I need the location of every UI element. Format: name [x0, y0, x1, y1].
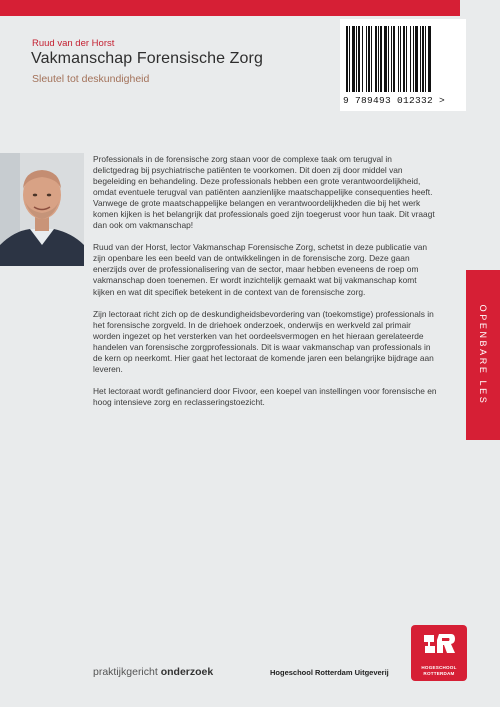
- top-accent-bar: [0, 0, 460, 16]
- barcode-bar: [384, 26, 387, 92]
- barcode-bar: [362, 26, 363, 92]
- back-cover-text: [93, 154, 439, 419]
- isbn-barcode: [340, 19, 466, 111]
- barcode-bar: [410, 26, 411, 92]
- barcode-bar: [371, 26, 372, 92]
- barcode-bar: [358, 26, 360, 92]
- series-name: [93, 666, 213, 678]
- logo-line-2: ROTTERDAM: [423, 670, 455, 676]
- paragraph-author: Ruud van der Horst, lector Vakmanschap Forensische Zorg, schetst in deze publicatie van zijn openbare les een beeld van de ontwikkelingen in de forensische zorg. Deze gaan enerzijds over de professionalisering van de sector, maar hebben eveneens de roep om vakmanschap doen toenemen. Er wordt inzichtelijk gemaakt wat bij vakmanschap komt kijken en wat dit specifiek betekent in de context van de forensische zorg.: [93, 242, 428, 297]
- barcode-bar: [398, 26, 399, 92]
- hogeschool-rotterdam-logo: [411, 625, 467, 681]
- paragraph-intro: Professionals in de forensische zorg staan voor de complexe taak om terugval in delictgedrag bij psychiatrische patiënten te voorkomen. Dit doen zij door middel van begeleiding en behandeling. Deze professionals hebben een grote verantwoordelijkheid, omdat eventuele terugval van patiënten aanzienlijke maatschappelijke consequenties heeft. Vanwege de grote maatschappelijke belangen en verantwoordelijkheden die bij het werk komen kijken is het belangrijk dat professionals goed zijn toegerust voor hun taak. Dit vraagt dan ook om vakmanschap!: [93, 154, 435, 231]
- publisher-name: Hogeschool Rotterdam Uitgeverij: [270, 668, 389, 677]
- author-portrait-icon: [0, 153, 84, 266]
- barcode-bar: [393, 26, 395, 92]
- side-tab-openbare-les: [466, 270, 500, 440]
- book-title: Vakmanschap Forensische Zorg: [31, 50, 263, 67]
- paragraph-lectoraat: Zijn lectoraat richt zich op de deskundigheidsbevordering van (toekomstige) professionals in het forensische zorgveld. In de driehoek onderzoek, onderwijs en werkveld zal primair worden ingezet op het versterken van het oordeelsvermogen en het hieraan gerelateerde handelen van forensische zorgprofessionals. Dit is waar vakmanschap van professionals in de kern op neerkomt. Hier gaat het lectoraat de komende jaren een belangrijke bijdrage aan leveren.: [93, 308, 434, 374]
- hr-logo-icon: [421, 631, 457, 661]
- barcode-bar: [400, 26, 401, 92]
- barcode-icon: [346, 26, 460, 92]
- barcode-bar: [346, 26, 348, 92]
- barcode-bar: [378, 26, 379, 92]
- logo-text: [411, 665, 467, 676]
- barcode-bar: [413, 26, 414, 92]
- barcode-bar: [406, 26, 407, 92]
- barcode-bar: [425, 26, 426, 92]
- barcode-bar: [375, 26, 377, 92]
- series-light: praktijkgericht: [93, 666, 158, 678]
- author-name: Ruud van der Horst: [32, 38, 115, 49]
- series-bold: onderzoek: [160, 666, 214, 678]
- logo-line-1: HOGESCHOOL: [421, 665, 457, 671]
- barcode-bar: [420, 26, 421, 92]
- side-tab-label: OPENBARE LES: [478, 304, 488, 406]
- barcode-bar: [388, 26, 389, 92]
- book-subtitle: Sleutel tot deskundigheid: [32, 73, 150, 85]
- barcode-bar: [380, 26, 382, 92]
- barcode-bar: [366, 26, 367, 92]
- barcode-bar: [428, 26, 431, 92]
- paragraph-funding: Het lectoraat wordt gefinancierd door Fivoor, een koepel van instellingen voor forensische en hoog intensieve zorg en reclasseringstoezicht.: [93, 385, 437, 407]
- author-photo: [0, 153, 84, 266]
- barcode-bar: [415, 26, 418, 92]
- barcode-bar: [356, 26, 357, 92]
- barcode-bar: [422, 26, 424, 92]
- barcode-bar: [403, 26, 405, 92]
- barcode-bar: [352, 26, 355, 92]
- barcode-bar: [368, 26, 370, 92]
- isbn-number: 9 789493 012332 >: [343, 95, 446, 106]
- barcode-bar: [391, 26, 392, 92]
- barcode-bar: [349, 26, 350, 92]
